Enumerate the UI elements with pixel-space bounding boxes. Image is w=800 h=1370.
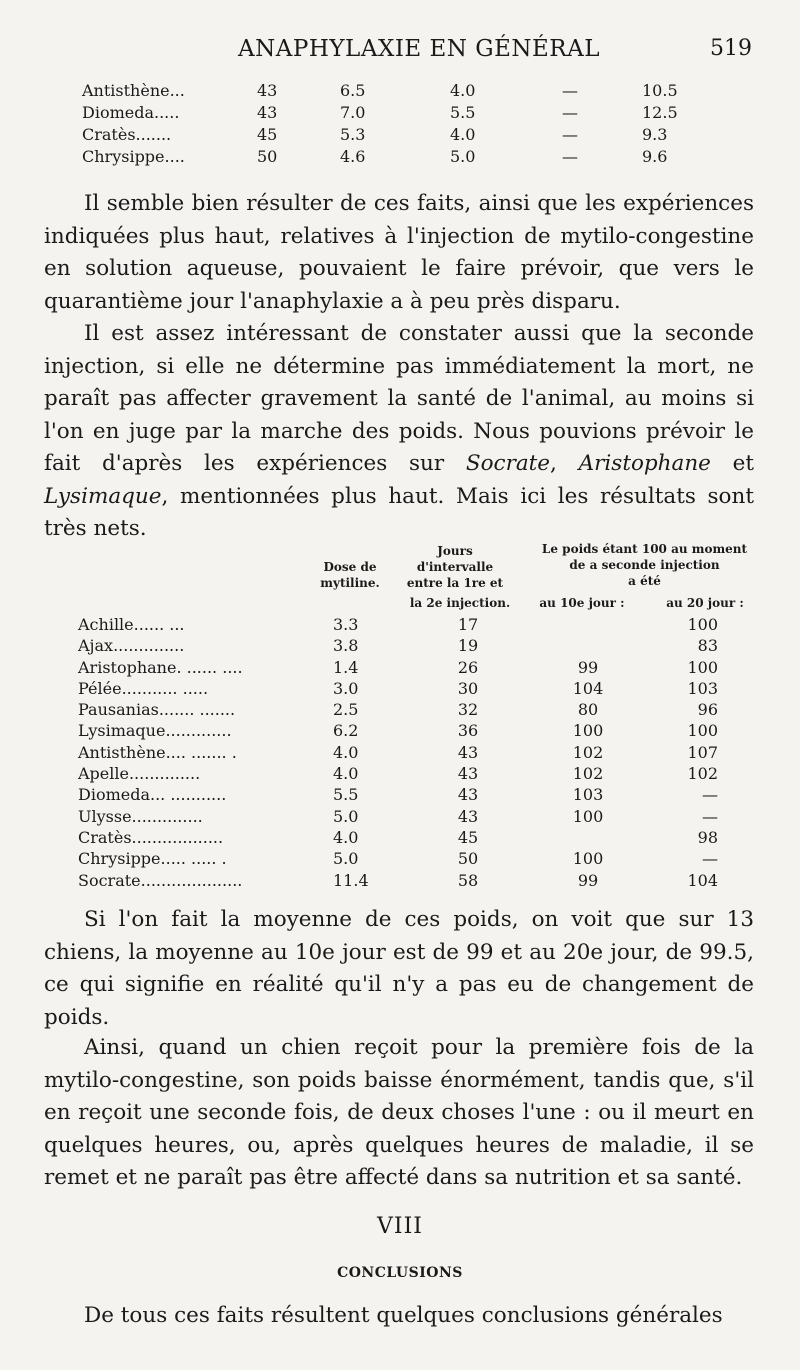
day20-cell: 100 [687, 721, 718, 741]
paragraph-1: Il semble bien résulter de ces faits, ainsi que les expériences indiquées plus haut, relatives à l'injection de mytilo-congestine en solution aqueuse, pouvaient le faire prévoir, que vers le quarantième jour l'anaphylaxie a à peu près disparu. [44, 191, 754, 314]
day20-cell: 100 [687, 615, 718, 634]
dose-cell: 6.2 [333, 721, 359, 741]
table-row [78, 657, 758, 678]
cell: 7.0 [340, 103, 366, 122]
days-cell: 26 [457, 657, 479, 677]
cell: — [562, 125, 578, 144]
days-cell: 43 [457, 742, 479, 762]
dose-cell: 5.0 [333, 849, 359, 869]
dog-name: Chrysippe.... [82, 147, 185, 166]
day10-cell: 99 [577, 870, 599, 890]
cell: 4.6 [340, 147, 366, 166]
cell: 5.3 [340, 125, 366, 144]
paragraph-2 [44, 318, 754, 546]
paragraph-2-text-b: , mentionnées plus haut. Mais ici les résultats sont très nets. [44, 483, 754, 541]
day10-cell: 80 [577, 700, 599, 720]
day20-cell: 83 [697, 636, 718, 656]
dog-name: Socrate.................... [78, 870, 243, 890]
header-day20: au 20 jour : [666, 596, 744, 610]
day20-cell: 100 [687, 657, 718, 677]
cell: 6.5 [340, 81, 366, 100]
dog-name: Lysimaque............. [78, 721, 232, 741]
continuation-table [82, 80, 722, 168]
header-jours-line2: d'intervalle [416, 560, 494, 574]
day20-cell: 107 [687, 742, 718, 762]
day10-cell: 100 [572, 806, 604, 826]
dose-cell: 5.0 [333, 806, 359, 826]
cell: 43 [257, 103, 278, 122]
day10-cell: 103 [572, 785, 604, 805]
table-row [78, 870, 758, 891]
dose-cell: 1.4 [333, 657, 359, 677]
days-cell: 32 [457, 700, 479, 720]
dose-cell: 11.4 [333, 870, 369, 890]
day10-cell: 102 [572, 764, 604, 784]
table-row [78, 635, 758, 656]
table-row [82, 146, 722, 168]
day20-cell: 104 [687, 870, 718, 890]
dog-name-lysimaque: Lysimaque [44, 483, 162, 509]
paragraph-4: Ainsi, quand un chien reçoit pour la première fois de la mytilo-congestine, son poids baisse énormément, tandis que, s'il en reçoit une seconde fois, de deux choses l'une : ou il meurt en quelques heures, ou, après quelques heures de maladie, il se remet et ne paraît pas être affecté dans sa nutrition et sa santé. [44, 1035, 754, 1190]
dose-cell: 4.0 [333, 764, 359, 784]
cell: 4.0 [450, 125, 476, 144]
page-number: 519 [710, 36, 752, 61]
dog-name: Pélée........... ..... [78, 678, 209, 698]
table-row [78, 848, 758, 869]
cell: 43 [257, 81, 278, 100]
cell: 50 [257, 147, 278, 166]
dog-name: Diomeda..... [82, 103, 180, 122]
dose-cell: 3.3 [333, 615, 359, 634]
days-cell: 17 [457, 615, 479, 634]
dose-cell: 4.0 [333, 742, 359, 762]
day20-cell: — [702, 849, 718, 869]
dog-name: Cratès.................. [78, 827, 224, 847]
running-title: ANAPHYLAXIE EN GÉNÉRAL [238, 36, 601, 62]
cell: 5.5 [450, 103, 476, 122]
table-row [78, 699, 758, 720]
cell: — [562, 103, 578, 122]
dog-name: Ulysse.............. [78, 806, 203, 826]
day20-cell: 103 [687, 678, 718, 698]
dose-cell: 2.5 [333, 700, 359, 720]
days-cell: 30 [457, 678, 479, 698]
paragraph-2-text-a: Il est assez intéressant de constater aussi que la seconde injection, si elle ne détermine pas immédiatement la mort, ne paraît pas affecter gravement la santé de l'animal, au moins si l'on en juge par la marche des poids. Nous pouvions prévoir le fait d'après les expériences sur [44, 321, 754, 476]
day20-cell: 102 [687, 764, 718, 784]
dog-name-aristophane: Aristophane [578, 451, 711, 476]
dose-cell: 3.0 [333, 678, 359, 698]
table-row [78, 784, 758, 805]
header-dose-line1: Dose de [323, 560, 377, 574]
dog-name: Achille...... ... [78, 615, 185, 634]
dog-name: Aristophane. ...... .... [78, 657, 243, 677]
header-poids-line3: a été [628, 574, 661, 588]
dog-name: Antisthène... [82, 81, 185, 100]
dose-cell: 3.8 [333, 636, 359, 656]
text-and: et [710, 451, 754, 476]
header-jours-line4: la 2e injection. [409, 596, 511, 610]
cell: 4.0 [450, 81, 476, 100]
table-row [78, 827, 758, 848]
cell: 5.0 [450, 147, 476, 166]
days-cell: 36 [457, 721, 479, 741]
days-cell: 43 [457, 785, 479, 805]
dog-name: Diomeda... ........... [78, 785, 227, 805]
cell: — [562, 81, 578, 100]
table-row [78, 742, 758, 763]
days-cell: 43 [457, 764, 479, 784]
table-row [78, 678, 758, 699]
table-row [78, 720, 758, 741]
dose-cell: 4.0 [333, 827, 359, 847]
dog-name: Ajax.............. [78, 636, 185, 656]
day20-cell: 98 [697, 827, 718, 847]
dog-name: Pausanias....... ....... [78, 700, 236, 720]
paragraph-3: Si l'on fait la moyenne de ces poids, on voit que sur 13 chiens, la moyenne au 10e jour est de 99 et au 20e jour, de 99.5, ce qui signifie en réalité qu'il n'y a pas eu de changement de poids. [44, 907, 754, 1030]
text-sep: , [550, 451, 579, 476]
table-row [78, 614, 758, 635]
day20-cell: — [702, 785, 718, 805]
dog-name: Apelle.............. [78, 764, 201, 784]
day10-cell: 100 [572, 721, 604, 741]
paragraph-5: De tous ces faits résultent quelques conclusions générales [84, 1303, 723, 1328]
days-cell: 50 [457, 849, 479, 869]
cell: 45 [257, 125, 278, 144]
days-cell: 58 [457, 870, 479, 890]
section-title: CONCLUSIONS [337, 1265, 463, 1281]
table-row [82, 80, 722, 102]
table-row [78, 763, 758, 784]
dog-name: Chrysippe..... ..... . [78, 849, 227, 869]
header-poids-line1: Le poids étant 100 au moment [541, 542, 748, 556]
header-dose-line2: mytiline. [320, 576, 380, 590]
table-row [82, 102, 722, 124]
day10-cell: 99 [577, 657, 599, 677]
cell: 9.3 [642, 125, 668, 144]
cell: — [562, 147, 578, 166]
header-jours-line3: entre la 1re et [406, 576, 504, 590]
weights-table-header [0, 540, 800, 618]
days-cell: 19 [457, 636, 479, 656]
days-cell: 43 [457, 806, 479, 826]
dog-name: Cratès....... [82, 125, 172, 144]
day10-cell: 102 [572, 742, 604, 762]
days-cell: 45 [457, 827, 479, 847]
day10-cell: 104 [572, 678, 604, 698]
cell: 12.5 [642, 103, 678, 122]
dog-name-socrate: Socrate [465, 451, 551, 476]
day20-cell: — [702, 806, 718, 826]
day20-cell: 96 [697, 700, 718, 720]
cell: 9.6 [642, 147, 668, 166]
section-number: VIII [377, 1214, 423, 1239]
header-jours-line1: Jours [437, 544, 473, 558]
dose-cell: 5.5 [333, 785, 359, 805]
header-day10: au 10e jour : [539, 596, 625, 610]
cell: 10.5 [642, 81, 678, 100]
table-row [78, 806, 758, 827]
weights-table [78, 614, 758, 891]
header-poids-line2: de a seconde injection [569, 558, 720, 572]
table-row [82, 124, 722, 146]
day10-cell: 100 [572, 849, 604, 869]
dog-name: Antisthène.... ....... . [78, 742, 237, 762]
